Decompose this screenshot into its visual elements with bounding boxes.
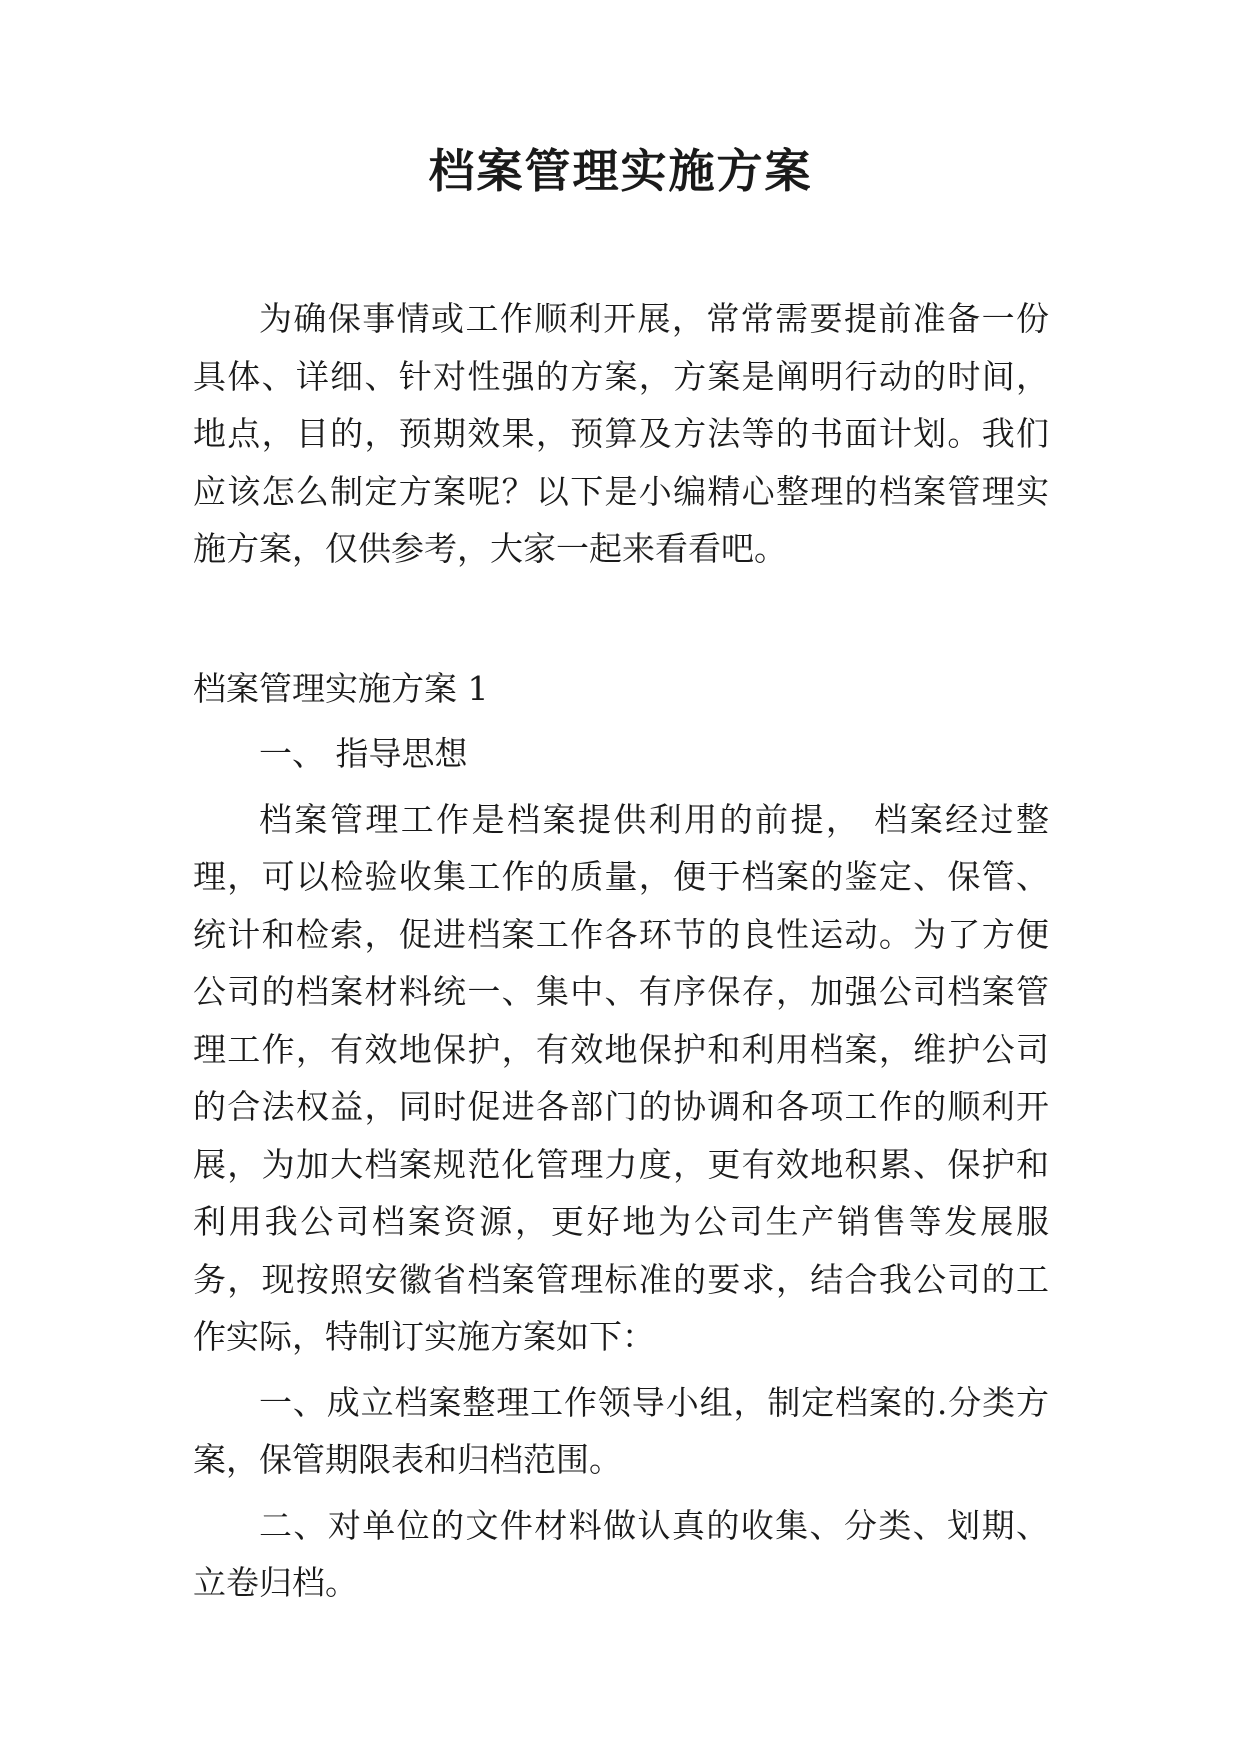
section-heading: 档案管理实施方案 1 [193,668,489,708]
guiding-heading: 一、 指导思想 [259,734,468,773]
guiding-paragraph: 档案管理工作是档案提供利用的前提， 档案经过整理，可以检验收集工作的质量，便于档案的鉴定、保管、统计和检索，促进档案工作各环节的良性运动。为了方便公司的档案材料统一、集中、有序保存，加强公司档案管理工作，有效地保护，有效地保护和利用档案，维护公司的合法权益，同时促进各部门的协调和各项工作的顺利开展，为加大档案规范化管理力度，更有效地积累、保护和利用我公司档案资源，更好地为公司生产销售等发展服务，现按照安徽省档案管理标准的要求，结合我公司的工作实际，特制订实施方案如下： [193,799,1049,1356]
intro-paragraph: 为确保事情或工作顺利开展，常常需要提前准备一份具体、详细、针对性强的方案，方案是阐明行动的时间，地点，目的，预期效果，预算及方法等的书面计划。我们应该怎么制定方案呢？以下是小编精心整理的档案管理实施方案，仅供参考，大家一起来看看吧。 [193,299,1049,568]
list-item-1: 一、成立档案整理工作领导小组，制定档案的.分类方案，保管期限表和归档范围。 [193,1382,1049,1479]
document-body [193,290,1049,1612]
document-title: 档案管理实施方案 [428,144,813,198]
list-item-2: 二、对单位的文件材料做认真的收集、分类、划期、立卷归档。 [193,1505,1049,1602]
